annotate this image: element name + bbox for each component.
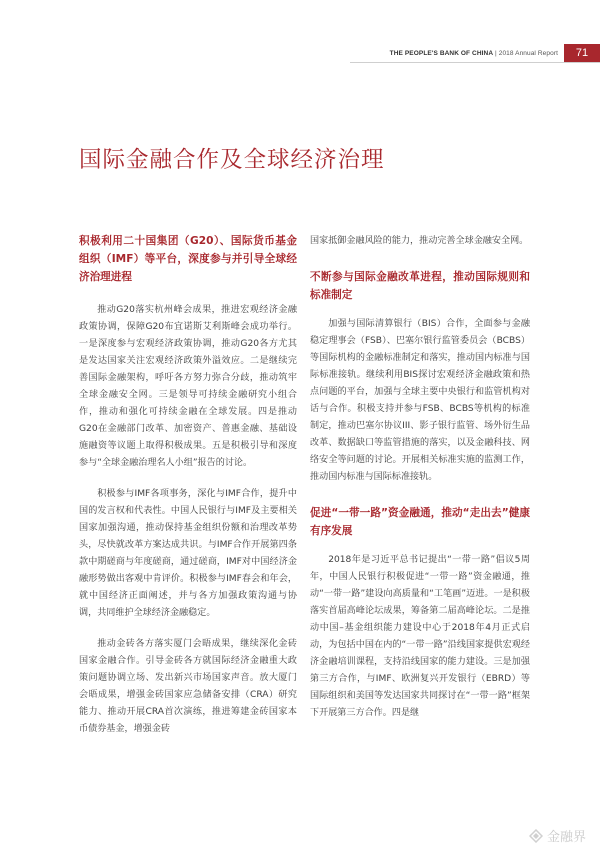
- section-heading-international-rules: 不断参与国际金融改革进程，推动国际规则和标准制定: [310, 271, 530, 301]
- section-heading-g20-imf: 积极利用二十国集团（G20）、国际货币基金组织（IMF）等平台，深度参与并引导全球经济治理进程: [79, 235, 297, 283]
- paragraph-imf: 积极参与IMF各项事务，深化与IMF合作，提升中国的发言权和代表性。中国人民银行与IMF及主要相关国家加强沟通，推动保持基金组织份额和治理改革势头，尽快就改革方案达成共识。与IMF合作开展第四条款中期磋商与年度磋商，通过磋商，IMF对中国经济金融形势做出客观中肯评价。积极参与IMF春会和年会，就中国经济正面阐述，并与各方加强政策沟通与协调，共同维护全球经济金融稳定。: [79, 489, 297, 618]
- left-column: [79, 232, 297, 752]
- page-number: 71: [564, 44, 600, 62]
- header-org: THE PEOPLE'S BANK OF CHINA: [389, 49, 494, 57]
- paragraph-belt-and-road: 2018年是习近平总书记提出“一带一路”倡议5周年，中国人民银行积极促进“一带一路”资金融通，推动“一带一路”建设向高质量和“工笔画”迈进。一是积极落实首届高峰论坛成果，筹备第二届高峰论坛。二是推动中国–基金组织能力建设中心于2018年4月正式启动，为包括中国在内的“一带一路”沿线国家提供宏观经济金融培训课程，支持沿线国家的能力建设。三是加强第三方合作，与IMF、欧洲复兴开发银行（EBRD）等国际组织和美国等发达国家共同探讨在“一带一路”框架下开展第三方合作。四是继: [310, 555, 530, 718]
- header-separator: |: [495, 49, 497, 57]
- diamond-logo-icon: [529, 829, 543, 843]
- page-title: 国际金融合作及全球经济治理: [79, 147, 385, 173]
- section-heading-belt-and-road: 促进“一带一路”资金融通，推动“走出去”健康有序发展: [310, 507, 530, 537]
- header-report: 2018 Annual Report: [498, 49, 558, 57]
- watermark: [529, 826, 586, 845]
- paragraph-bis-fsb: 加强与国际清算银行（BIS）合作，全面参与金融稳定理事会（FSB）、巴塞尔银行监管委员会（BCBS）等国际机构的金融标准制定和落实，推动国内标准与国际标准接轨。继续利用BIS探讨宏观经济金融政策和热点问题的平台，加强与全球主要中央银行和监管机构对话与合作。积极支持并参与FSB、BCBS等机构的标准制定，推动巴塞尔协议III、影子银行监管、场外衍生品改革、数据缺口等监管措施的落实，以及金融科技、网络安全等问题的讨论。开展相关标准实施的监测工作，推动国内标准与国际标准接轨。: [310, 319, 530, 482]
- page-header: [390, 44, 600, 62]
- paragraph-g20: 推动G20落实杭州峰会成果，推进宏观经济金融政策协调，保障G20布宜诺斯艾利斯峰会成功举行。一是深度参与宏观经济政策协调，推动G20各方尤其是发达国家关注宏观经济政策外溢效应。二是继续完善国际金融架构，呼吁各方努力弥合分歧，推动筑牢全球金融安全网。三是领导可持续金融研究小组合作，推动和强化可持续金融在全球发展。四是推动G20在金融部门改革、加密资产、普惠金融、基础设施融资等议题上取得积极成果。五是积极引导和深度参与“全球金融治理名人小组”报告的讨论。: [79, 305, 297, 468]
- paragraph-brics: 推动金砖各方落实厦门会晤成果，继续深化金砖国家金融合作。引导金砖各方就国际经济金融重大政策问题协调立场、发出新兴市场国家声音。放大厦门会晤成果，增强金砖国家应急储备安排（CRA）研究能力、推动开展CRA首次演练，推进筹建金砖国家本币债券基金，增强金砖: [79, 639, 297, 734]
- header-text: [390, 50, 564, 57]
- paragraph-brics-continued: 国家抵御金融风险的能力，推动完善全球金融安全网。: [310, 236, 529, 246]
- watermark-text: 金融界: [546, 830, 586, 845]
- right-column: [310, 233, 530, 736]
- header-rule: [350, 62, 600, 63]
